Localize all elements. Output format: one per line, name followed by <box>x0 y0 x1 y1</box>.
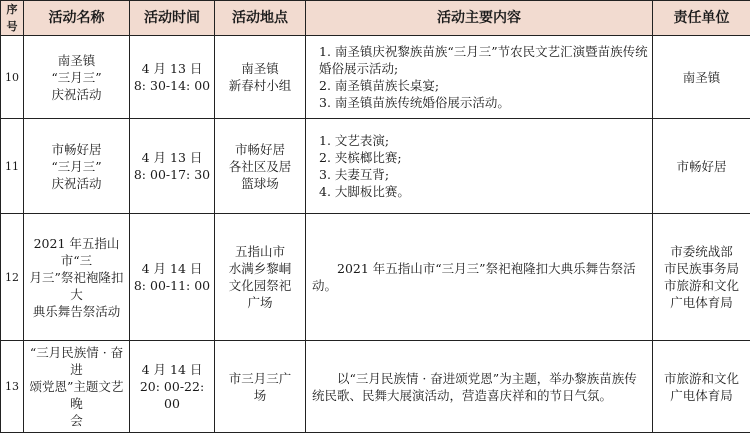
responsible-unit-cell <box>653 36 750 119</box>
activity-name-line: “三月三” <box>27 158 126 175</box>
header-activity-content: 活动主要内容 <box>306 1 653 36</box>
content-item: 3. 南圣镇苗族传统婚俗展示活动。 <box>309 94 649 111</box>
activity-content-cell <box>306 214 653 341</box>
activity-place-cell <box>215 214 306 341</box>
responsible-unit-cell <box>653 341 750 433</box>
activity-time-cell <box>130 119 215 214</box>
table-body <box>1 36 750 433</box>
responsible-unit-line: 市旅游和文化 <box>656 370 747 387</box>
content-item: 2. 南圣镇苗族长桌宴; <box>309 77 649 94</box>
activity-place-line: 水满乡黎峒 <box>218 260 302 277</box>
activity-time-line: 20: 00-22: 00 <box>133 378 211 412</box>
header-activity-name: 活动名称 <box>24 1 130 36</box>
row-index: 11 <box>1 119 24 214</box>
activity-name-line: “三月三” <box>27 69 126 86</box>
activity-place-line: 各社区及居 <box>218 158 302 175</box>
activity-name-cell <box>24 36 130 119</box>
activity-place-line: 五指山市 <box>218 243 302 260</box>
content-item: 1. 南圣镇庆祝黎族苗族“三月三”节农民文艺汇演暨苗族传统婚俗展示活动; <box>309 43 649 77</box>
responsible-unit-cell <box>653 214 750 341</box>
activity-place-line: 篮球场 <box>218 175 302 192</box>
activity-time-line: 4 月 13 日 <box>133 60 211 77</box>
content-paragraph: 以“三月民族情 · 奋进颂党恩”为主题，举办黎族苗族传统民歌、民舞大展演活动，营造喜庆祥和的节日气氛。 <box>309 370 649 404</box>
header-index: 序号 <box>1 1 24 36</box>
table-row <box>1 341 750 433</box>
activity-place-line: 南圣镇 <box>218 60 302 77</box>
table-row <box>1 214 750 341</box>
activity-name-line: 颂党恩”主题文艺晚 <box>27 378 126 412</box>
activity-place-line: 市三月三广 <box>218 370 302 387</box>
responsible-unit-line: 市民族事务局 <box>656 260 747 277</box>
header-activity-time: 活动时间 <box>130 1 215 36</box>
activity-name-line: 庆祝活动 <box>27 86 126 103</box>
activity-place-line: 市畅好居 <box>218 141 302 158</box>
content-list <box>309 132 649 200</box>
activity-name-line: 月三”祭祀袍隆扣大 <box>27 269 126 303</box>
activity-time-line: 8: 00-17: 30 <box>133 166 211 183</box>
content-list <box>309 43 649 111</box>
activity-name-line: 南圣镇 <box>27 52 126 69</box>
responsible-unit-line: 市畅好居 <box>656 158 747 175</box>
activity-place-line: 新春村小组 <box>218 77 302 94</box>
activity-place-line: 广场 <box>218 294 302 311</box>
content-item: 3. 夫妻互背; <box>309 166 649 183</box>
activity-time-line: 4 月 14 日 <box>133 361 211 378</box>
table-row <box>1 119 750 214</box>
activity-time-line: 4 月 13 日 <box>133 149 211 166</box>
activity-place-cell <box>215 36 306 119</box>
header-row <box>1 1 750 36</box>
activity-name-line: 庆祝活动 <box>27 175 126 192</box>
responsible-unit-line: 市旅游和文化 <box>656 277 747 294</box>
activity-time-cell <box>130 214 215 341</box>
activity-time-line: 4 月 14 日 <box>133 260 211 277</box>
responsible-unit-line: 广电体育局 <box>656 387 747 404</box>
responsible-unit-cell <box>653 119 750 214</box>
row-index: 13 <box>1 341 24 433</box>
activity-place-line: 场 <box>218 387 302 404</box>
content-item: 4. 大脚板比赛。 <box>309 183 649 200</box>
content-item: 1. 文艺表演; <box>309 132 649 149</box>
activity-name-line: 会 <box>27 412 126 429</box>
activity-place-cell <box>215 341 306 433</box>
row-index: 10 <box>1 36 24 119</box>
content-paragraph: 2021 年五指山市“三月三”祭祀袍隆扣大典乐舞告祭活动。 <box>309 260 649 294</box>
responsible-unit-line: 广电体育局 <box>656 294 747 311</box>
header-activity-place: 活动地点 <box>215 1 306 36</box>
activity-content-cell <box>306 119 653 214</box>
activity-name-line: 典乐舞告祭活动 <box>27 303 126 320</box>
activity-place-cell <box>215 119 306 214</box>
activity-time-line: 8: 00-11: 00 <box>133 277 211 294</box>
activity-name-line: 市畅好居 <box>27 141 126 158</box>
content-item: 2. 夹槟榔比赛; <box>309 149 649 166</box>
activity-name-cell <box>24 341 130 433</box>
responsible-unit-line: 南圣镇 <box>656 69 747 86</box>
activity-time-cell <box>130 36 215 119</box>
header-responsible-unit: 责任单位 <box>653 1 750 36</box>
table-row <box>1 36 750 119</box>
activity-place-line: 文化园祭祀 <box>218 277 302 294</box>
activity-time-line: 8: 30-14: 00 <box>133 77 211 94</box>
activity-name-line: “三月民族情 · 奋进 <box>27 344 126 378</box>
activity-name-cell <box>24 214 130 341</box>
activity-name-cell <box>24 119 130 214</box>
activity-content-cell <box>306 341 653 433</box>
activity-time-cell <box>130 341 215 433</box>
activity-content-cell <box>306 36 653 119</box>
row-index: 12 <box>1 214 24 341</box>
activity-name-line: 2021 年五指山市“三 <box>27 235 126 269</box>
responsible-unit-line: 市委统战部 <box>656 243 747 260</box>
